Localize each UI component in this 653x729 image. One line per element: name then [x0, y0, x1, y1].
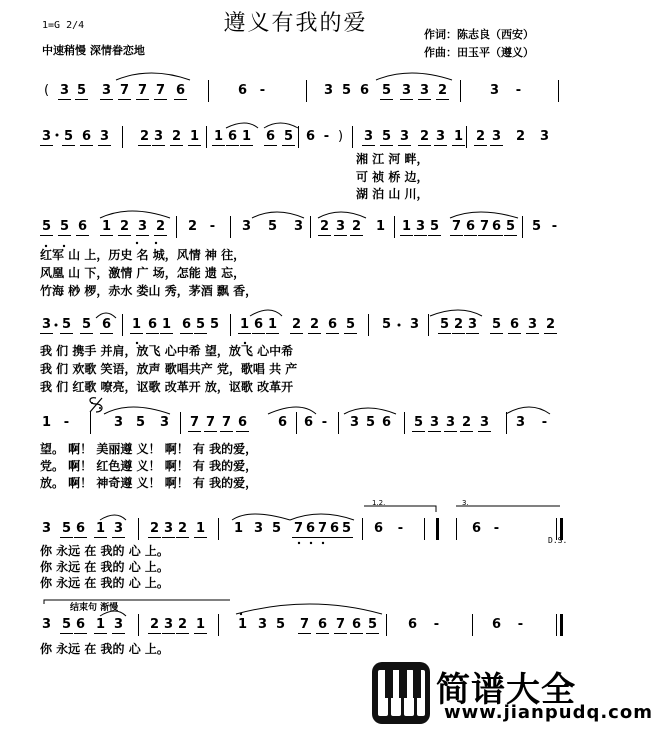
bar-line — [352, 126, 353, 148]
note: 3 — [435, 129, 446, 144]
note: 3 — [415, 219, 426, 234]
bar-line — [218, 518, 219, 540]
note: 2 — [461, 415, 472, 430]
bar-line — [206, 126, 207, 148]
note: 7 — [293, 521, 304, 536]
note: 6 — [327, 317, 338, 332]
note: 6 — [237, 415, 248, 430]
note: 2 — [177, 521, 188, 536]
score-line-2 — [0, 126, 591, 150]
note: 3 — [241, 219, 252, 234]
note: 3 — [539, 129, 550, 144]
note: 3 — [491, 129, 502, 144]
note: 3 — [429, 415, 440, 430]
note: - — [209, 219, 216, 234]
note: 6 — [491, 219, 502, 234]
lyric-line: 放。 啊！ 神奇遵 义！ 啊！ 有 我的爱， — [40, 476, 258, 490]
bar-line — [306, 80, 307, 102]
note: 3 — [515, 415, 526, 430]
note: 7 — [335, 617, 346, 632]
note: 5 — [367, 617, 378, 632]
note: 2 — [139, 129, 150, 144]
note: 5 — [381, 129, 392, 144]
note: - — [517, 617, 524, 632]
lyric-line: 你 永远 在 我的 心 上。 — [40, 544, 169, 558]
piano-keys-icon — [372, 662, 430, 724]
note: 6 — [509, 317, 520, 332]
bar-line — [208, 80, 209, 102]
note: 5 — [429, 219, 440, 234]
score-line-4 — [0, 314, 591, 338]
bar-line — [218, 614, 219, 636]
note: 3 — [323, 83, 334, 98]
note: 3 — [445, 415, 456, 430]
composer-credit: 作曲：田玉平（遵义） — [424, 46, 534, 59]
note: 5 — [413, 415, 424, 430]
note: 3 — [401, 83, 412, 98]
bar-line — [466, 126, 467, 148]
note: 7 — [299, 617, 310, 632]
ds-marking: D.S. — [548, 536, 568, 545]
note: ( — [43, 83, 50, 98]
note: 5 — [283, 129, 294, 144]
score-line-1 — [0, 80, 591, 104]
note: 2 — [545, 317, 556, 332]
second-ending-label: 3. — [462, 499, 469, 507]
note: 3 — [163, 617, 174, 632]
note: 5 — [531, 219, 542, 234]
note: 5 — [341, 521, 352, 536]
note: 1 — [101, 219, 112, 234]
lyric-line: 可 祯 桥 边， — [356, 170, 429, 184]
note: 2 — [171, 129, 182, 144]
lyric-line: 湘 江 河 畔， — [356, 152, 429, 166]
bar-line — [368, 314, 369, 336]
note: 1 — [41, 415, 52, 430]
note: 7 — [205, 415, 216, 430]
note: 6 — [253, 317, 264, 332]
note: 3 — [59, 83, 70, 98]
note: 6 — [227, 129, 238, 144]
note: 2 — [149, 617, 160, 632]
note: 6 — [181, 317, 192, 332]
watermark-url: www.jianpudq.com — [444, 702, 653, 723]
note: 7 — [119, 83, 130, 98]
note: 5 — [491, 317, 502, 332]
note: 2 — [437, 83, 448, 98]
score-line-7 — [0, 614, 591, 638]
note: 1 — [453, 129, 464, 144]
bar-line — [394, 216, 395, 238]
note: 5 — [267, 219, 278, 234]
note: 6 — [407, 617, 418, 632]
note: 3 — [99, 129, 110, 144]
bar-line — [230, 216, 231, 238]
note: 5 — [209, 317, 220, 332]
note: 2 — [319, 219, 330, 234]
note: 6 — [305, 521, 316, 536]
note: 5 — [439, 317, 450, 332]
score-line-6 — [0, 518, 591, 542]
song-title: 遵义有我的爱 — [223, 11, 368, 36]
lyric-line: 你 永远 在 我的 心 上。 — [40, 642, 169, 656]
note: 3 — [257, 617, 268, 632]
site-watermark — [372, 662, 653, 724]
note: 6 — [101, 317, 112, 332]
bar-line — [310, 216, 311, 238]
note: - — [515, 83, 522, 98]
note: 3 — [349, 415, 360, 430]
note: - — [433, 617, 440, 632]
note: 5 — [61, 317, 72, 332]
note: - — [493, 521, 500, 536]
note: 2 — [177, 617, 188, 632]
note: 7 — [479, 219, 490, 234]
note: 6 — [373, 521, 384, 536]
note: 3 — [479, 415, 490, 430]
lyric-line: 我 们 红歌 嘹亮，讴歌 改革开 放，讴歌 改革开 — [40, 380, 294, 394]
lyric-line: 党。 啊！ 红色遵 义！ 啊！ 有 我的爱， — [40, 459, 258, 473]
note: 1 — [401, 219, 412, 234]
lyric-line: 我 们 欢歌 笑语，放声 歌唱共产 党，歌唱 共 产 — [40, 362, 298, 376]
note: 3 — [113, 415, 124, 430]
note: - — [323, 129, 330, 144]
bar-line — [558, 80, 559, 102]
bar-line — [180, 412, 181, 434]
lyric-line: 望。 啊！ 美丽遵 义！ 啊！ 有 我的爱， — [40, 442, 258, 456]
note: 5 — [381, 83, 392, 98]
lyric-line: 你 永远 在 我的 心 上。 — [40, 576, 169, 590]
bar-line — [90, 412, 91, 434]
note: 5 — [275, 617, 286, 632]
note: 3 — [41, 129, 52, 144]
note: 3 — [467, 317, 478, 332]
note: 3 — [41, 317, 52, 332]
bar-line — [424, 518, 425, 540]
note: 2 — [187, 219, 198, 234]
bar-line — [138, 518, 139, 540]
final-bar-line — [560, 614, 563, 636]
note: 3 — [41, 617, 52, 632]
note: 7 — [451, 219, 462, 234]
lyric-line: 风凰 山 下，激情 广 场，怎能 遗 忘， — [40, 266, 246, 280]
note: 6 — [465, 219, 476, 234]
first-ending-label: 1.2. — [372, 499, 386, 507]
note: 1 — [195, 617, 206, 632]
note: 7 — [155, 83, 166, 98]
note: 3 — [489, 83, 500, 98]
note: 3 — [163, 521, 174, 536]
note: 5 — [271, 521, 282, 536]
note: 6 — [359, 83, 370, 98]
note: 1 — [375, 219, 386, 234]
note: 3 — [363, 129, 374, 144]
note: 2 — [119, 219, 130, 234]
note: 7 — [221, 415, 232, 430]
note: - — [397, 521, 404, 536]
note: 5 — [59, 219, 70, 234]
note: 1 — [189, 129, 200, 144]
note: 3 — [41, 521, 52, 536]
note: 1 — [239, 317, 250, 332]
note: 6 — [277, 415, 288, 430]
note: 3 — [409, 317, 420, 332]
note: 5 — [41, 219, 52, 234]
coda-marking: 结束句 渐慢 — [70, 603, 119, 613]
note: 6 — [75, 521, 86, 536]
note: 6 — [75, 617, 86, 632]
note: 1 — [233, 521, 244, 536]
note: 5 — [345, 317, 356, 332]
bar-line — [522, 216, 523, 238]
bar-line — [386, 614, 387, 636]
bar-line — [362, 518, 363, 540]
score-line-3 — [0, 216, 591, 240]
note: 5 — [195, 317, 206, 332]
note: 6 — [329, 521, 340, 536]
note: 5 — [76, 83, 87, 98]
bar-line — [122, 126, 123, 148]
bar-line — [472, 614, 473, 636]
note: 3 — [137, 219, 148, 234]
note: 6 — [317, 617, 328, 632]
note: 3 — [101, 83, 112, 98]
note: 3 — [335, 219, 346, 234]
note: 2 — [155, 219, 166, 234]
lyric-line: 红军 山 上，历史 名 城，风情 神 往， — [40, 248, 246, 262]
note: 1 — [195, 521, 206, 536]
note: 2 — [453, 317, 464, 332]
lyricist-credit: 作词：陈志良（西安） — [424, 28, 534, 41]
note: 1 — [237, 617, 248, 632]
bar-line — [338, 412, 339, 434]
note: 2 — [419, 129, 430, 144]
note: 7 — [317, 521, 328, 536]
lyric-line: 湖 泊 山 川， — [356, 187, 429, 201]
note: 6 — [491, 617, 502, 632]
note: 6 — [351, 617, 362, 632]
note: - — [259, 83, 266, 98]
note: 2 — [515, 129, 526, 144]
note: 3 — [113, 521, 124, 536]
note: 3 — [293, 219, 304, 234]
note: 6 — [237, 83, 248, 98]
note: 1 — [213, 129, 224, 144]
bar-line — [230, 314, 231, 336]
note: 6 — [147, 317, 158, 332]
note: 2 — [475, 129, 486, 144]
tempo-marking: 中速稍慢 深情眷恋地 — [42, 44, 145, 57]
note: 6 — [303, 415, 314, 430]
note: 3 — [113, 617, 124, 632]
note: 6 — [305, 129, 316, 144]
note: 7 — [189, 415, 200, 430]
note: ) — [337, 129, 344, 144]
note: 6 — [77, 219, 88, 234]
note: 2 — [309, 317, 320, 332]
note: 2 — [351, 219, 362, 234]
note: 3 — [527, 317, 538, 332]
note: 3 — [153, 129, 164, 144]
note: 5 — [81, 317, 92, 332]
bar-line — [122, 314, 123, 336]
bar-line — [428, 314, 429, 336]
bar-line — [556, 614, 557, 636]
score-line-5 — [0, 412, 591, 436]
note: 3 — [159, 415, 170, 430]
note: 6 — [81, 129, 92, 144]
note: 5 — [135, 415, 146, 430]
note: 5 — [61, 617, 72, 632]
note: 3 — [419, 83, 430, 98]
note: 1 — [131, 317, 142, 332]
bar-line — [296, 412, 297, 434]
note: 1 — [95, 521, 106, 536]
bar-line — [298, 126, 299, 148]
note: 6 — [381, 415, 392, 430]
note: 5 — [505, 219, 516, 234]
note: - — [551, 219, 558, 234]
note: - — [63, 415, 70, 430]
bar-line — [460, 80, 461, 102]
note: 7 — [137, 83, 148, 98]
note: 1 — [161, 317, 172, 332]
bar-line — [506, 412, 507, 434]
note: 6 — [471, 521, 482, 536]
key-signature: 1=G 2/4 — [42, 20, 85, 31]
note: 1 — [241, 129, 252, 144]
bar-line — [456, 518, 457, 540]
note: 5 — [341, 83, 352, 98]
lyric-line: 你 永远 在 我的 心 上。 — [40, 560, 169, 574]
note: - — [321, 415, 328, 430]
note: 6 — [265, 129, 276, 144]
note: - — [541, 415, 548, 430]
bar-line — [404, 412, 405, 434]
note: 5 — [381, 317, 392, 332]
note: 1 — [267, 317, 278, 332]
watermark-brand: 简谱大全 — [436, 670, 576, 710]
lyric-line: 竹海 桫 椤，赤水 娄山 秀，茅酒 飘 香， — [40, 284, 258, 298]
bar-line — [138, 614, 139, 636]
lyric-line: 我 们 携手 并肩，放飞 心中希 望，放飞 心中希 — [40, 344, 294, 358]
note: 5 — [63, 129, 74, 144]
note: 2 — [149, 521, 160, 536]
repeat-bar-line — [436, 518, 439, 540]
note: 3 — [399, 129, 410, 144]
note: 5 — [365, 415, 376, 430]
note: 1 — [95, 617, 106, 632]
bar-line — [176, 216, 177, 238]
note: 5 — [61, 521, 72, 536]
note: 2 — [291, 317, 302, 332]
note: 6 — [175, 83, 186, 98]
note: 3 — [253, 521, 264, 536]
